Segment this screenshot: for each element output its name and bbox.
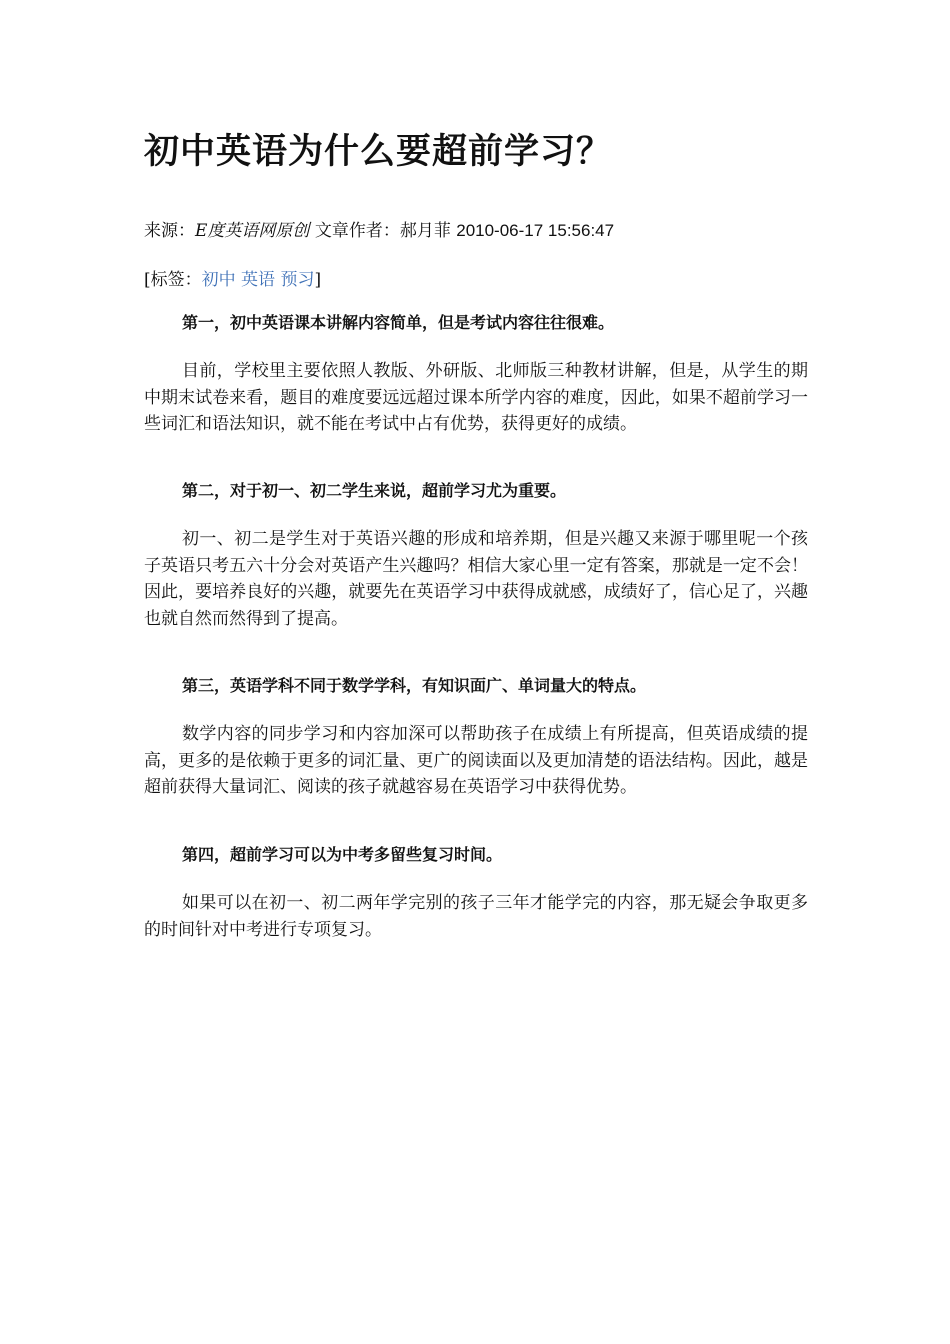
tag-list — [144, 265, 321, 290]
section-1 — [144, 311, 808, 438]
publish-datetime: 2010-06-17 15:56:47 — [456, 221, 615, 240]
section-paragraph: 初一、初二是学生对于英语兴趣的形成和培养期，但是兴趣又来源于哪里呢一个孩子英语只考五六十分会对英语产生兴趣吗？相信大家心里一定有答案，那就是一定不会！因此，要培养良好的兴趣，就要先在英语学习中获得成就感，成绩好了，信心足了，兴趣也就自然而然得到了提高。 — [144, 529, 808, 629]
source-label: 来源： — [144, 221, 195, 241]
section-2 — [144, 479, 808, 632]
tag-link-chuzhong[interactable]: 初中 — [201, 270, 236, 290]
tags-label: [标签： — [144, 270, 202, 290]
author-label: 文章作者： — [309, 221, 400, 241]
tag-link-yingyu[interactable]: 英语 — [241, 270, 276, 290]
tag-link-yuxi[interactable]: 预习 — [280, 270, 315, 290]
article-title: 初中英语为什么要超前学习？ — [144, 131, 613, 172]
tags-close-bracket: ] — [314, 270, 322, 290]
section-paragraph: 如果可以在初一、初二两年学完别的孩子三年才能学完的内容，那无疑会争取更多的时间针对中考进行专项复习。 — [144, 893, 808, 940]
section-paragraph: 目前，学校里主要依照人教版、外研版、北师版三种教材讲解，但是，从学生的期中期末试卷来看，题目的难度要远远超过课本所学内容的难度，因此，如果不超前学习一些词汇和语法知识，就不能在考试中占有优势，获得更好的成绩。 — [144, 361, 808, 434]
article-meta — [144, 216, 614, 241]
section-heading: 第一，初中英语课本讲解内容简单，但是考试内容往往很难。 — [182, 313, 615, 332]
section-3 — [144, 674, 808, 801]
author-name: 郝月菲 — [399, 221, 451, 241]
section-paragraph: 数学内容的同步学习和内容加深可以帮助孩子在成绩上有所提高，但英语成绩的提高，更多的是依赖于更多的词汇量、更广的阅读面以及更加清楚的语法结构。因此，越是超前获得大量词汇、阅读的孩子就越容易在英语学习中获得优势。 — [144, 724, 808, 797]
source-name: E度英语网原创 — [195, 221, 310, 241]
section-heading: 第四，超前学习可以为中考多留些复习时间。 — [182, 845, 503, 864]
section-heading: 第三，英语学科不同于数学学科，有知识面广、单词量大的特点。 — [182, 676, 647, 695]
section-4 — [144, 843, 808, 943]
section-heading: 第二，对于初一、初二学生来说，超前学习尤为重要。 — [182, 481, 567, 500]
